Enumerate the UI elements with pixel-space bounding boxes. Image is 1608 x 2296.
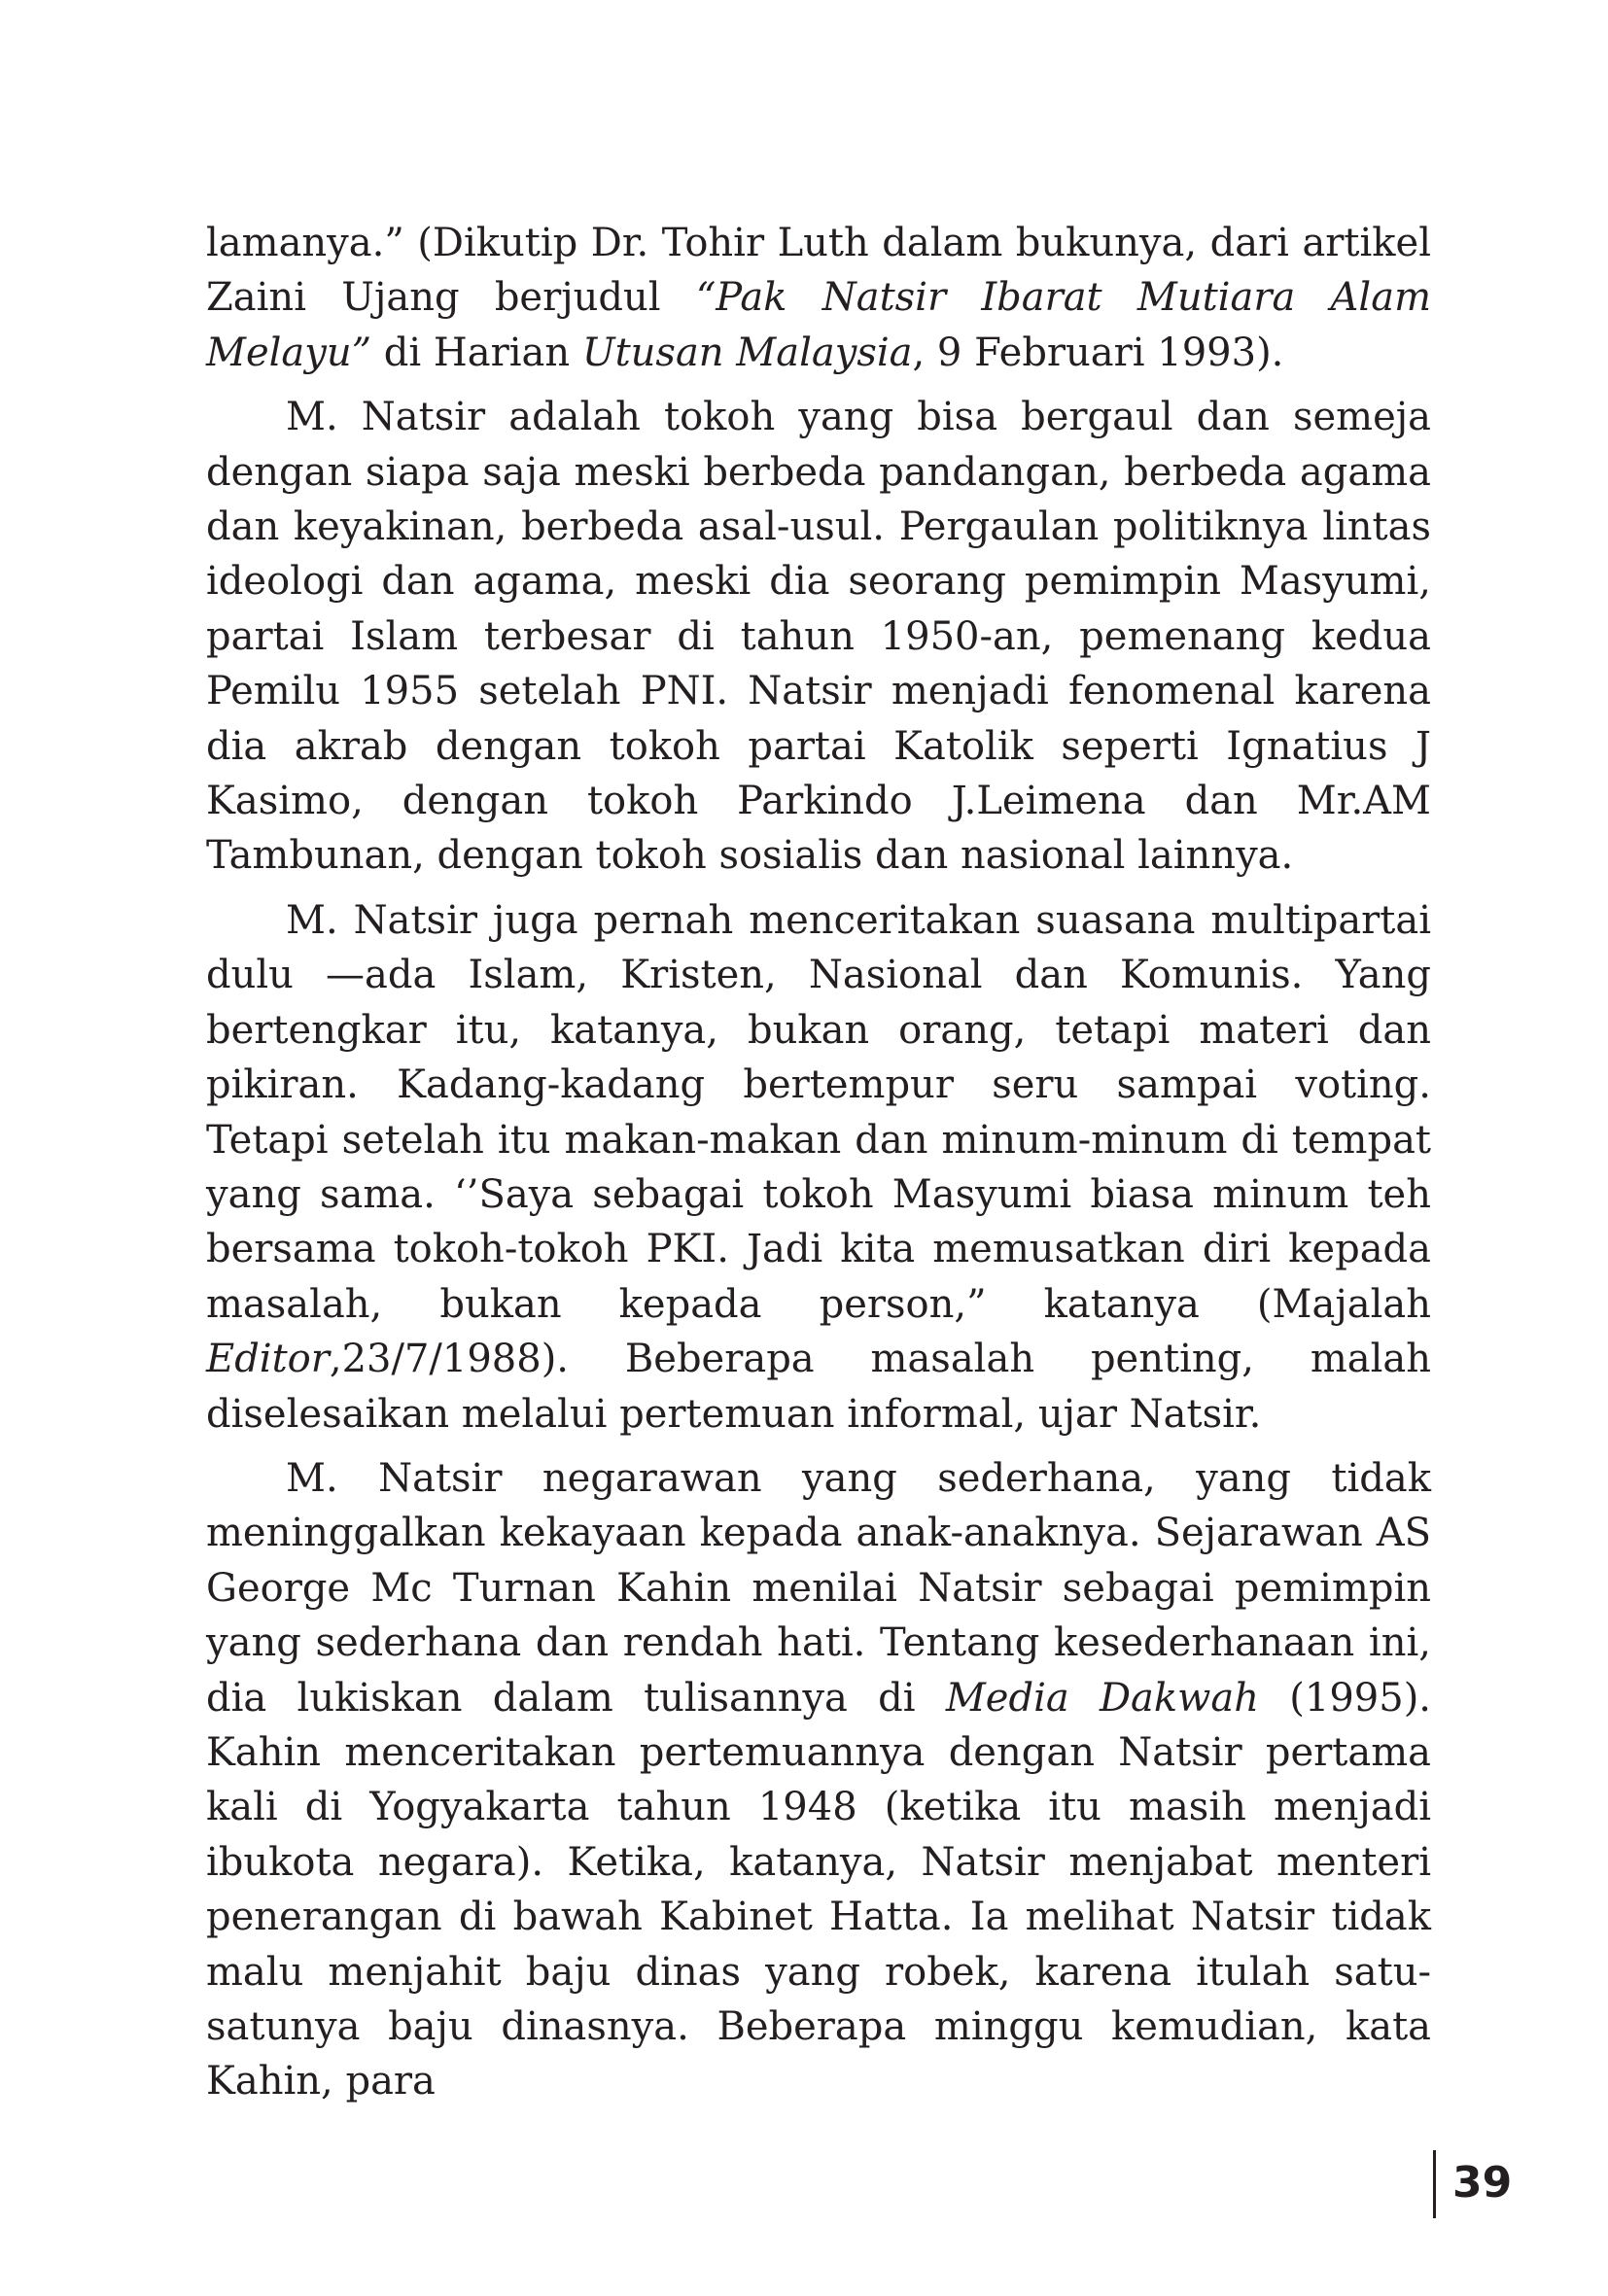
paragraph-2-text: M. Natsir adalah tokoh yang bisa bergaul dan semeja dengan siapa saja meski berbeda pandangan, berbeda agama dan keyakinan, berbeda asal-usul. Pergaulan politiknya lintas ideologi dan agama, meski dia seorang pemimpin Masyumi, partai Islam terbesar di tahun 1950-an, pemenang kedua Pemilu 1955 setelah PNI. Natsir menjadi fenomenal karena dia akrab dengan tokoh partai Katolik seperti Ignatius J Kasimo, dengan tokoh Parkindo J.Leimena dan Mr.AM Tambunan, dengan tokoh sosialis dan nasional lainnya.	[206, 395, 1431, 879]
publication-title: Media Dakwah	[945, 1675, 1259, 1721]
paragraph-1	[206, 216, 1431, 380]
page-number: 39	[1452, 2158, 1513, 2208]
paragraph-3-text-2: ,23/7/1988). Beberapa masalah penting, malah diselesaikan melalui pertemuan informal, ujar Natsir.	[206, 1337, 1431, 1437]
newspaper-title: Utusan Malaysia	[581, 330, 913, 375]
paragraph-3	[206, 893, 1431, 1442]
paragraph-3-text-1: M. Natsir juga pernah menceritakan suasana multipartai dulu —ada Islam, Kristen, Nasional dan Komunis. Yang bertengkar itu, katanya, bukan orang, tetapi materi dan pikiran. Kadang-kadang bertempur seru sampai voting. Tetapi setelah itu makan-makan dan minum-minum di tempat yang sama. ‘’Saya sebagai tokoh Masyumi biasa minum teh bersama tokoh-tokoh PKI. Jadi kita memusatkan diri kepada masalah, bukan kepada person,” katanya (Majalah	[206, 897, 1431, 1327]
paragraph-4-text-1: M. Natsir negarawan yang sederhana, yang tidak meninggalkan kekayaan kepada anak-anaknya. Sejarawan AS George Mc Turnan Kahin menilai Natsir sebagai pemimpin yang sederhana dan rendah hati. Tentang kesederhanaan ini, dia lukiskan dalam tulisannya di	[206, 1455, 1431, 1721]
paragraph-1-text-3: , 9 Februari 1993).	[912, 330, 1284, 375]
body-text	[206, 216, 1431, 2119]
paragraph-1-text-2: di Harian	[371, 330, 582, 375]
magazine-title: Editor	[206, 1337, 330, 1382]
page-number-divider	[1433, 2150, 1436, 2218]
paragraph-4-text-2: (1995). Kahin menceritakan pertemuannya dengan Natsir pertama kali di Yogyakarta tahun 1948 (ketika itu masih menjadi ibukota negara). Ketika, katanya, Natsir menjabat menteri penerangan di bawah Kabinet Hatta. Ia melihat Natsir tidak malu menjahit baju dinas yang robek, karena itulah satu-satunya baju dinasnya. Beberapa minggu kemudian, kata Kahin, para	[206, 1675, 1432, 2105]
article-title: “Pak Natsir Ibarat Mutiara Alam Melayu”	[206, 275, 1432, 375]
paragraph-4	[206, 1451, 1431, 2109]
paragraph-1-text-1: lamanya.” (Dikutip Dr. Tohir Luth dalam bukunya, dari artikel Zaini Ujang berjudul	[206, 221, 1431, 321]
paragraph-2	[206, 390, 1431, 884]
